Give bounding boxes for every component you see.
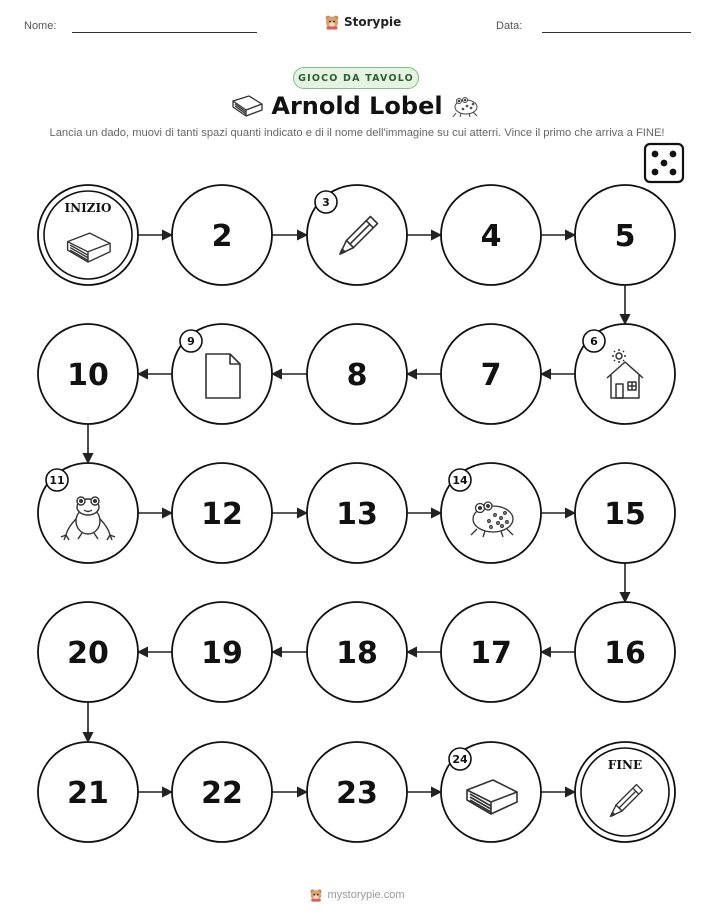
- space-number: 20: [67, 636, 109, 671]
- space-number: 11: [49, 474, 65, 487]
- space-number: 4: [480, 219, 502, 254]
- space-number: 3: [322, 196, 330, 209]
- board-space-24: [441, 742, 541, 842]
- space-number: 7: [480, 358, 502, 393]
- finish-label: FINE: [607, 758, 643, 772]
- board-space-25: [575, 742, 675, 842]
- footer: [0, 888, 714, 902]
- board-space-14: [441, 463, 541, 563]
- board-space-1: [38, 185, 138, 285]
- space-number: 21: [67, 776, 109, 811]
- footer-url: mystorypie.com: [327, 889, 405, 901]
- space-number: 12: [201, 497, 243, 532]
- space-number: 2: [211, 219, 233, 254]
- board-space-19: [172, 602, 272, 702]
- page-title: Arnold Lobel: [271, 92, 443, 120]
- board-space-5: [575, 185, 675, 285]
- bear-mascot-icon: [309, 888, 323, 902]
- board-space-20: [38, 602, 138, 702]
- space-number: 9: [187, 335, 195, 348]
- space-number: 5: [614, 219, 636, 254]
- board-space-23: [307, 742, 407, 842]
- space-number: 22: [201, 776, 243, 811]
- board-space-15: [575, 463, 675, 563]
- board-space-16: [575, 602, 675, 702]
- space-number: 8: [346, 358, 368, 393]
- name-label: Nome:: [24, 20, 57, 32]
- board-space-7: [441, 324, 541, 424]
- board-space-21: [38, 742, 138, 842]
- page-icon: [206, 354, 240, 398]
- board-space-4: [441, 185, 541, 285]
- board-space-6: [575, 324, 675, 424]
- space-number: 6: [590, 335, 598, 348]
- space-number: 24: [452, 753, 468, 766]
- space-number: 16: [604, 636, 646, 671]
- space-circle: [575, 742, 675, 842]
- game-type-badge: GIOCO DA TAVOLO: [293, 67, 419, 89]
- board-space-13: [307, 463, 407, 563]
- space-number: 13: [336, 497, 378, 532]
- space-number: 14: [452, 474, 468, 487]
- board-space-9: [172, 324, 272, 424]
- instructions: Lancia un dado, muovi di tanti spazi quanti indicato e di il nome dell'immagine su cui atterri. Vince il primo che arriva a FINE!: [49, 127, 665, 139]
- space-number: 15: [604, 497, 646, 532]
- board-space-10: [38, 324, 138, 424]
- space-number: 18: [336, 636, 378, 671]
- board-space-18: [307, 602, 407, 702]
- board-space-22: [172, 742, 272, 842]
- board-space-2: [172, 185, 272, 285]
- brand-name: Storypie: [344, 15, 402, 29]
- board-space-12: [172, 463, 272, 563]
- space-number: 19: [201, 636, 243, 671]
- board-space-3: [307, 185, 407, 285]
- space-number: 17: [470, 636, 512, 671]
- start-label: INIZIO: [64, 201, 112, 215]
- space-number: 10: [67, 358, 109, 393]
- board-space-17: [441, 602, 541, 702]
- date-label: Data:: [496, 20, 523, 32]
- space-number: 23: [336, 776, 378, 811]
- board-space-11: [38, 463, 138, 563]
- board-space-8: [307, 324, 407, 424]
